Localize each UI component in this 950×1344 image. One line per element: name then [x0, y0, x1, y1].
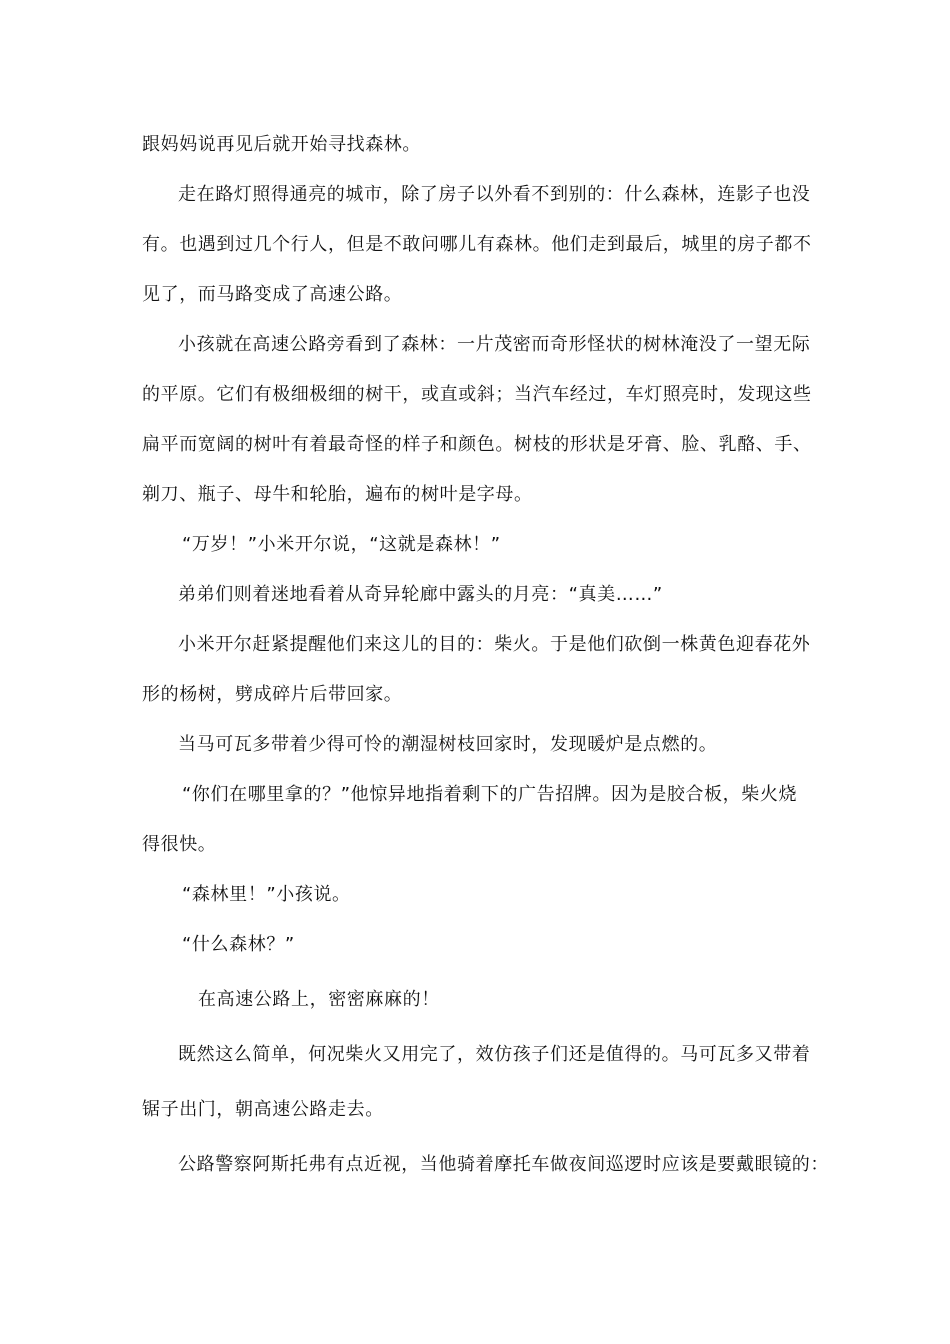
text-line: 弟弟们则着迷地看着从奇异轮廊中露头的月亮：“真美……” [178, 584, 663, 605]
text-line: 公路警察阿斯托弗有点近视，当他骑着摩托车做夜间巡逻时应该是要戴眼镜的： [178, 1154, 829, 1175]
text-line: 得很快。 [142, 834, 217, 855]
text-line: 小孩就在高速公路旁看到了森林：一片茂密而奇形怪状的树林淹没了一望无际 [178, 334, 811, 355]
text-line: 当马可瓦多带着少得可怜的潮湿树枝回家时，发现暖炉是点燃的。 [178, 734, 718, 755]
text-line: 既然这么简单，何况柴火又用完了，效仿孩子们还是值得的。马可瓦多又带着 [178, 1044, 811, 1065]
text-line: 扁平而宽阔的树叶有着最奇怪的样子和颜色。树枝的形状是牙膏、脸、乳酪、手、 [142, 434, 812, 455]
text-line: 在高速公路上，密密麻麻的！ [198, 989, 440, 1010]
text-line: 形的杨树，劈成碎片后带回家。 [142, 684, 403, 705]
text-line: 剃刀、瓶子、母牛和轮胎，遍布的树叶是字母。 [142, 484, 533, 505]
text-line: 锯子出门，朝高速公路走去。 [142, 1099, 384, 1120]
text-line: 有。也遇到过几个行人，但是不敢问哪儿有森林。他们走到最后，城里的房子都不 [142, 234, 812, 255]
text-line: “万岁！”小米开尔说，“这就是森林！” [182, 534, 501, 555]
text-line: “森林里！”小孩说。 [182, 884, 351, 905]
text-line: 的平原。它们有极细极细的树干，或直或斜；当汽车经过，车灯照亮时，发现这些 [142, 384, 812, 405]
text-line: 跟妈妈说再见后就开始寻找森林。 [142, 134, 421, 155]
text-line: 走在路灯照得通亮的城市，除了房子以外看不到别的：什么森林，连影子也没 [178, 184, 811, 205]
text-line: 见了，而马路变成了高速公路。 [142, 284, 403, 305]
text-line: 小米开尔赶紧提醒他们来这儿的目的：柴火。于是他们砍倒一株黄色迎春花外 [178, 634, 811, 655]
text-line: “你们在哪里拿的？”他惊异地指着剩下的广告招牌。因为是胶合板，柴火烧 [182, 784, 798, 805]
text-line: “什么森林？” [182, 934, 295, 955]
